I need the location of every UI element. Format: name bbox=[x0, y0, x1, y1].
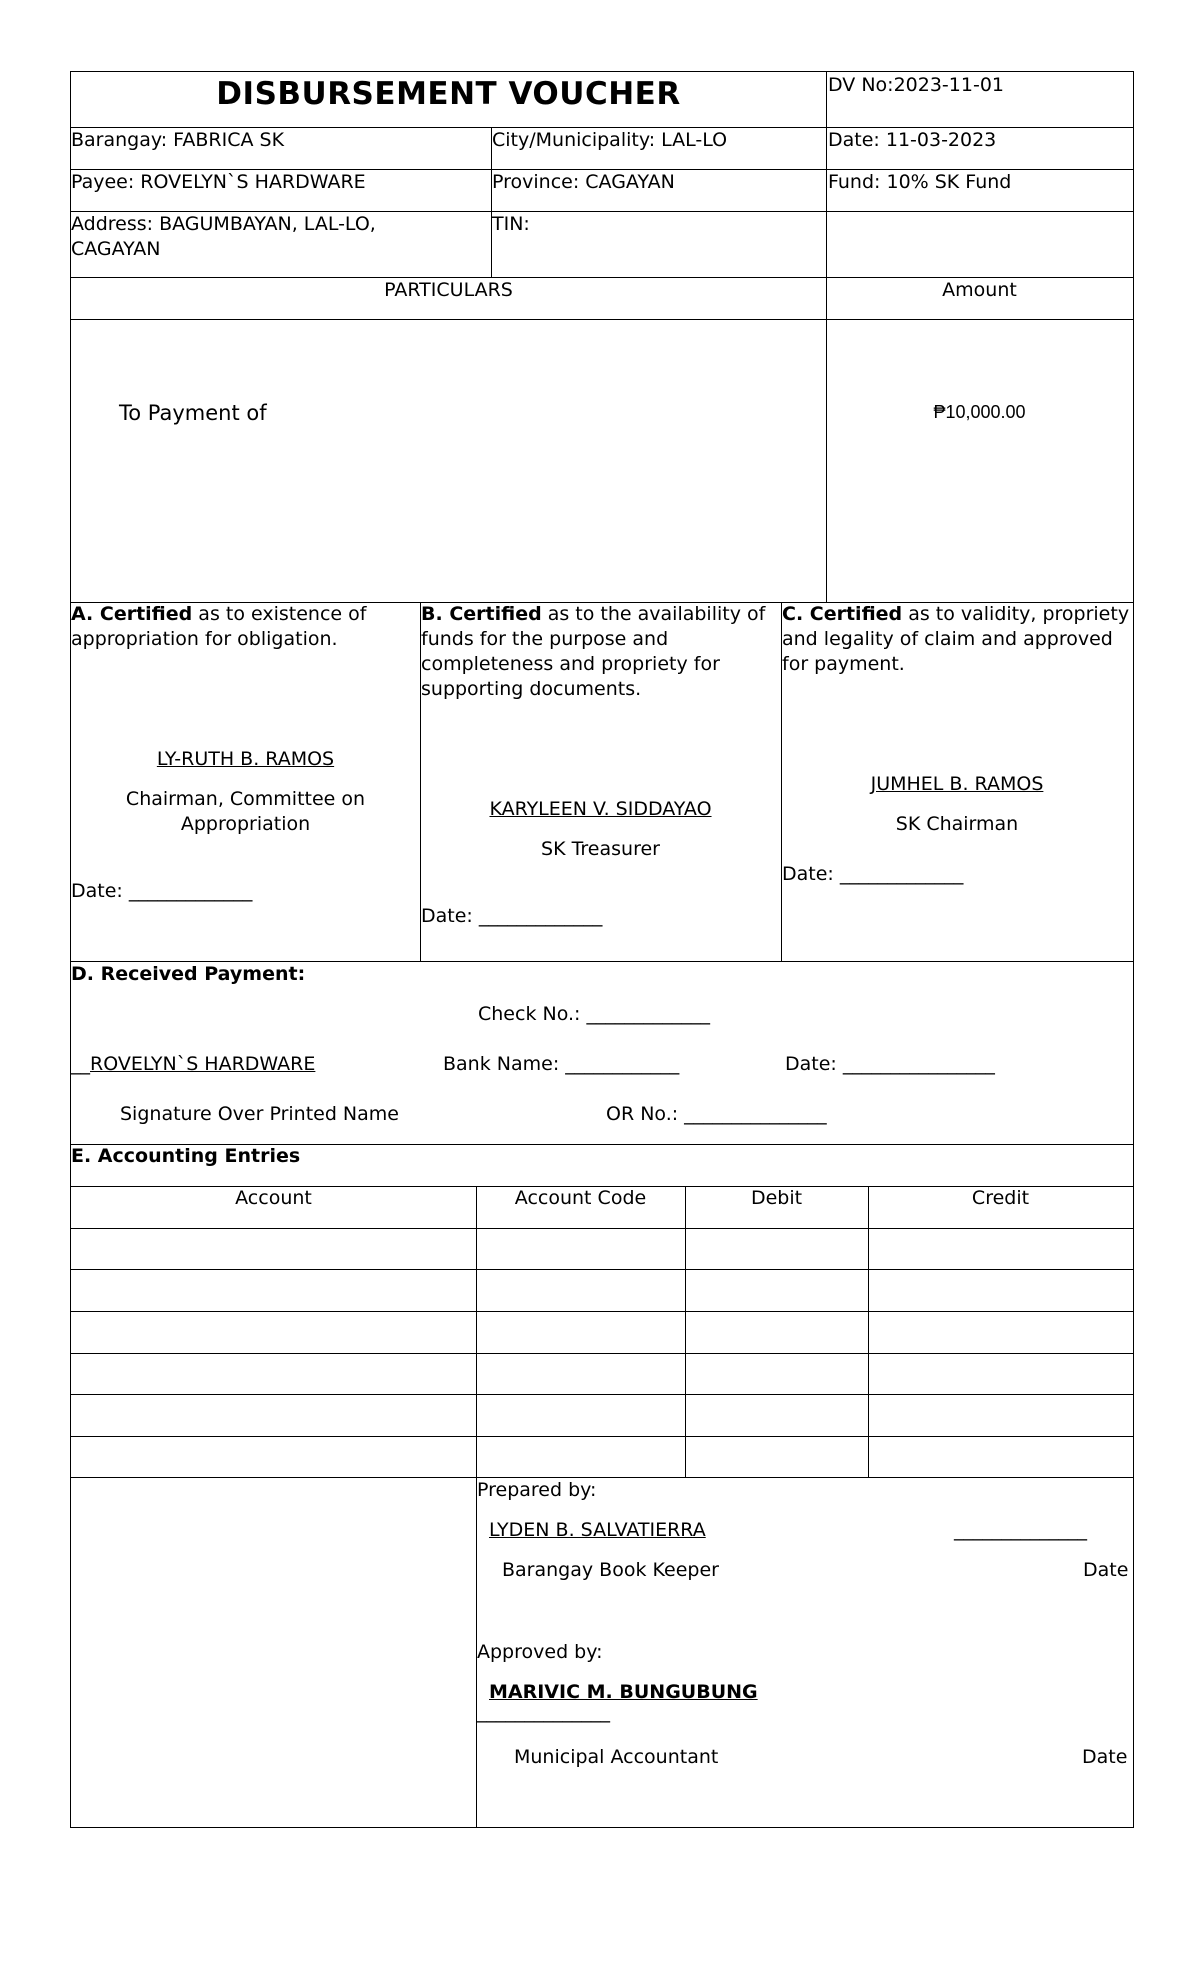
column-credit: Credit bbox=[971, 1187, 1030, 1209]
rule-v-table-2 bbox=[685, 1186, 686, 1477]
cert-c-signatory: JUMHEL B. RAMOS bbox=[870, 773, 1044, 795]
column-account-code: Account Code bbox=[514, 1187, 647, 1209]
approved-by-position: Municipal Accountant bbox=[514, 1746, 719, 1768]
cert-c-label: C. Certified bbox=[782, 603, 903, 625]
tin-field: TIN: bbox=[492, 213, 530, 235]
cert-c-date: Date: _____________ bbox=[782, 863, 964, 885]
amount-value: ₱10,000.00 bbox=[933, 402, 1026, 422]
received-payee-prefix: __ bbox=[71, 1053, 90, 1075]
or-number: OR No.: _______________ bbox=[606, 1103, 827, 1125]
approved-by-name: MARIVIC M. BUNGUBUNG bbox=[489, 1681, 758, 1703]
prepared-by-date-line: ______________ bbox=[954, 1519, 1087, 1541]
cert-c-text: as to validity, propriety and legality of claim and approved for payment. bbox=[782, 603, 1130, 675]
bank-name: Bank Name: ____________ bbox=[443, 1053, 680, 1075]
cert-a-date: Date: _____________ bbox=[71, 880, 253, 902]
dv-number: DV No:2023-11-01 bbox=[828, 74, 1004, 96]
payee-field: Payee: ROVELYN`S HARDWARE bbox=[71, 171, 366, 193]
received-payee bbox=[71, 1052, 315, 1077]
received-payment-label: D. Received Payment: bbox=[71, 963, 306, 985]
cert-a-position: Chairman, Committee on Appropriation bbox=[125, 788, 366, 835]
signature-caption: Signature Over Printed Name bbox=[120, 1103, 399, 1125]
rule-table-7 bbox=[71, 1477, 1133, 1478]
prepared-by-label: Prepared by: bbox=[477, 1479, 597, 1501]
address-field: Address: BAGUMBAYAN, LAL-LO, CAGAYAN bbox=[71, 213, 376, 260]
disbursement-voucher bbox=[70, 71, 1134, 1828]
barangay-field: Barangay: FABRICA SK bbox=[71, 129, 285, 151]
prepared-by-date-label: Date bbox=[1083, 1559, 1129, 1581]
rule-v-right-col bbox=[826, 72, 827, 602]
cert-a-text: as to existence of appropriation for obligation. bbox=[71, 603, 367, 650]
cert-b-statement bbox=[421, 602, 781, 702]
rule-table-6 bbox=[71, 1436, 1133, 1437]
received-payee-name: ROVELYN`S HARDWARE bbox=[90, 1053, 316, 1075]
cert-a-statement bbox=[71, 602, 416, 652]
accounting-entries-label: E. Accounting Entries bbox=[71, 1145, 301, 1167]
cert-b-date: Date: _____________ bbox=[421, 905, 603, 927]
rule-v-table-1 bbox=[476, 1186, 477, 1827]
particulars-description: To Payment of bbox=[119, 401, 267, 425]
approved-by-date-label: Date bbox=[1082, 1746, 1128, 1768]
province-field: Province: CAGAYAN bbox=[492, 171, 675, 193]
cert-b-signatory: KARYLEEN V. SIDDAYAO bbox=[489, 798, 712, 820]
city-field: City/Municipality: LAL-LO bbox=[492, 129, 728, 151]
cert-a-label: A. Certified bbox=[71, 603, 193, 625]
prepared-by-position: Barangay Book Keeper bbox=[502, 1559, 719, 1581]
cert-c-statement bbox=[782, 602, 1130, 677]
prepared-by-name: LYDEN B. SALVATIERRA bbox=[489, 1519, 706, 1541]
voucher-title: DISBURSEMENT VOUCHER bbox=[216, 76, 681, 112]
rule-table-2 bbox=[71, 1269, 1133, 1270]
rule-table-3 bbox=[71, 1311, 1133, 1312]
cert-b-text: as to the availability of funds for the purpose and completeness and propriety for supporting documents. bbox=[421, 603, 766, 700]
rule-table-4 bbox=[71, 1353, 1133, 1354]
rule-table-5 bbox=[71, 1394, 1133, 1395]
amount-header: Amount bbox=[942, 279, 1017, 301]
rule-v-table-3 bbox=[868, 1186, 869, 1477]
column-debit: Debit bbox=[750, 1187, 803, 1209]
rule-table-1 bbox=[71, 1228, 1133, 1229]
rule-h5 bbox=[71, 319, 1133, 320]
particulars-header: PARTICULARS bbox=[384, 279, 513, 301]
approved-by-label: Approved by: bbox=[477, 1641, 603, 1663]
date-field: Date: 11-03-2023 bbox=[828, 129, 997, 151]
cert-b-label: B. Certified bbox=[421, 603, 542, 625]
check-number: Check No.: _____________ bbox=[478, 1003, 710, 1025]
cert-a-signatory: LY-RUTH B. RAMOS bbox=[156, 748, 335, 770]
cert-c-position: SK Chairman bbox=[895, 813, 1019, 835]
approved-by-line: ______________ bbox=[477, 1701, 610, 1723]
cert-b-position: SK Treasurer bbox=[541, 838, 660, 860]
received-date: Date: ________________ bbox=[785, 1053, 995, 1075]
column-account: Account bbox=[235, 1187, 312, 1209]
fund-field: Fund: 10% SK Fund bbox=[828, 171, 1012, 193]
